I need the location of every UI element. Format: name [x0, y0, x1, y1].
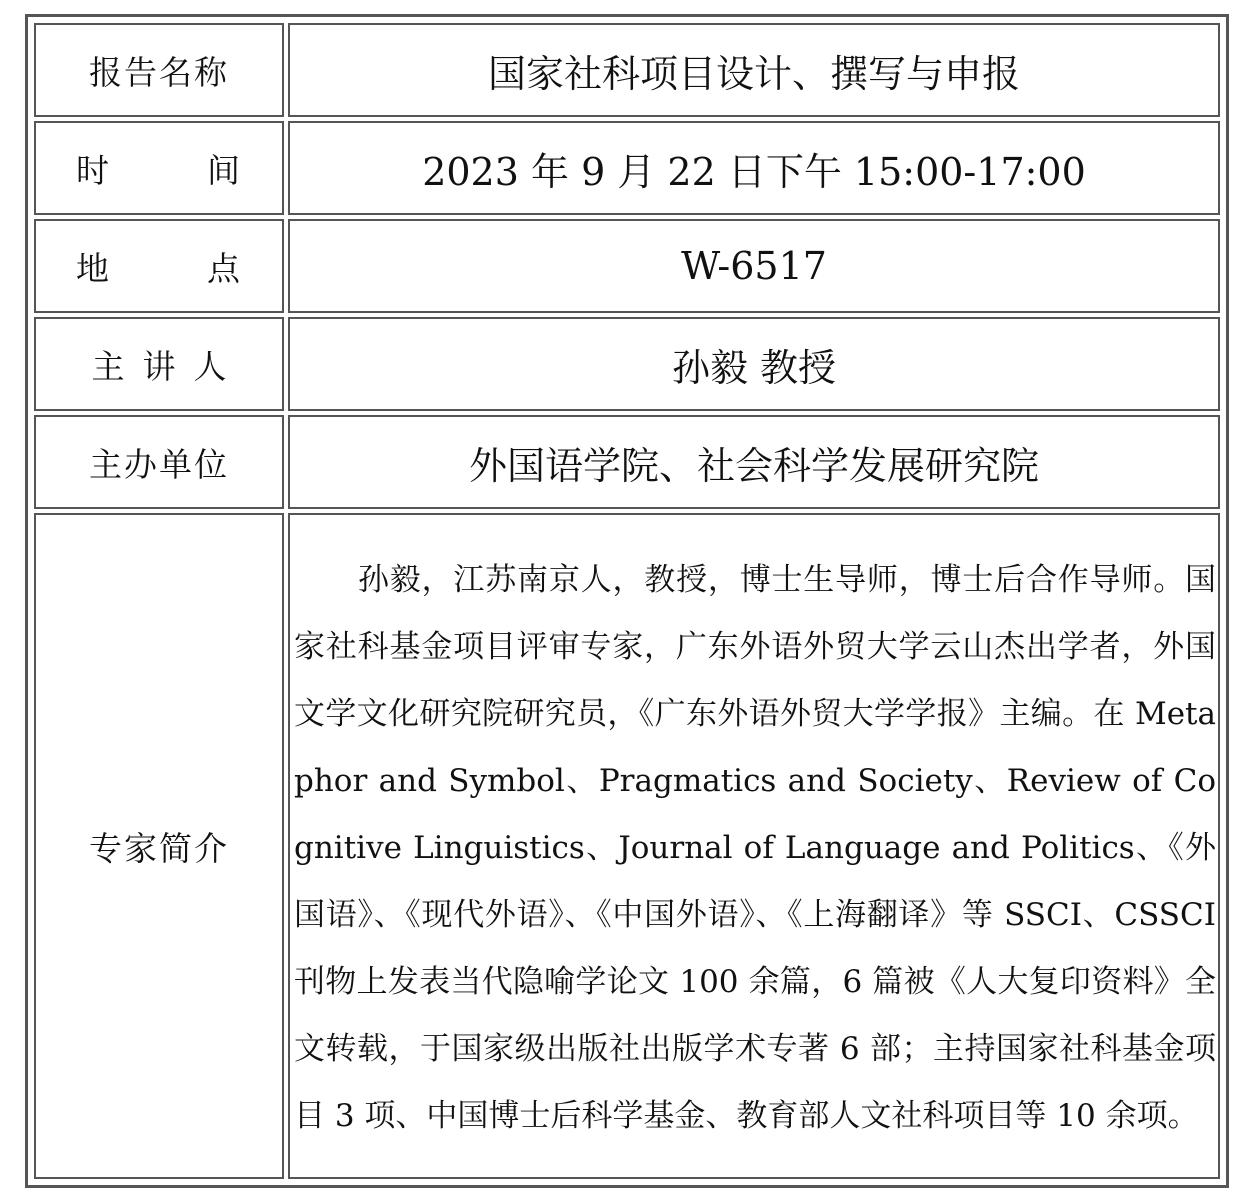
report-info-sheet [25, 14, 1229, 1188]
value-time: 2023 年 9 月 22 日下午 15:00-17:00 [288, 121, 1220, 215]
label-place: 地 点 [34, 219, 284, 313]
row-place [34, 219, 1220, 313]
row-organizer [34, 415, 1220, 509]
label-report-title: 报告名称 [34, 23, 284, 117]
row-report-title [34, 23, 1220, 117]
row-time [34, 121, 1220, 215]
report-info-table [30, 19, 1224, 1183]
label-organizer: 主办单位 [34, 415, 284, 509]
value-report-title: 国家社科项目设计、撰写与申报 [288, 23, 1220, 117]
label-speaker: 主讲人 [34, 317, 284, 411]
value-organizer: 外国语学院、社会科学发展研究院 [288, 415, 1220, 509]
value-place: W-6517 [288, 219, 1220, 313]
value-bio: 孙毅，江苏南京人，教授，博士生导师，博士后合作导师。国家社科基金项目评审专家，广东外语外贸大学云山杰出学者，外国文学文化研究院研究员，《广东外语外贸大学学报》主编。在 Metaphor and Symbol、Pragmatics and Society、Review of Cognitive Linguistics、Journal of Language and Politics、《外国语》、《现代外语》、《中国外语》、《上海翻译》等 SSCI、CSSCI 刊物上发表当代隐喻学论文 100 余篇，6 篇被《人大复印资料》全文转载，于国家级出版社出版学术专著 6 部；主持国家社科基金项目 3 项、中国博士后科学基金、教育部人文社科项目等 10 余项。 [294, 561, 1216, 1134]
row-speaker [34, 317, 1220, 411]
row-bio [34, 513, 1220, 1179]
label-bio: 专家简介 [34, 513, 284, 1179]
value-speaker: 孙毅 教授 [288, 317, 1220, 411]
label-time: 时 间 [34, 121, 284, 215]
bio-cell [288, 513, 1220, 1179]
